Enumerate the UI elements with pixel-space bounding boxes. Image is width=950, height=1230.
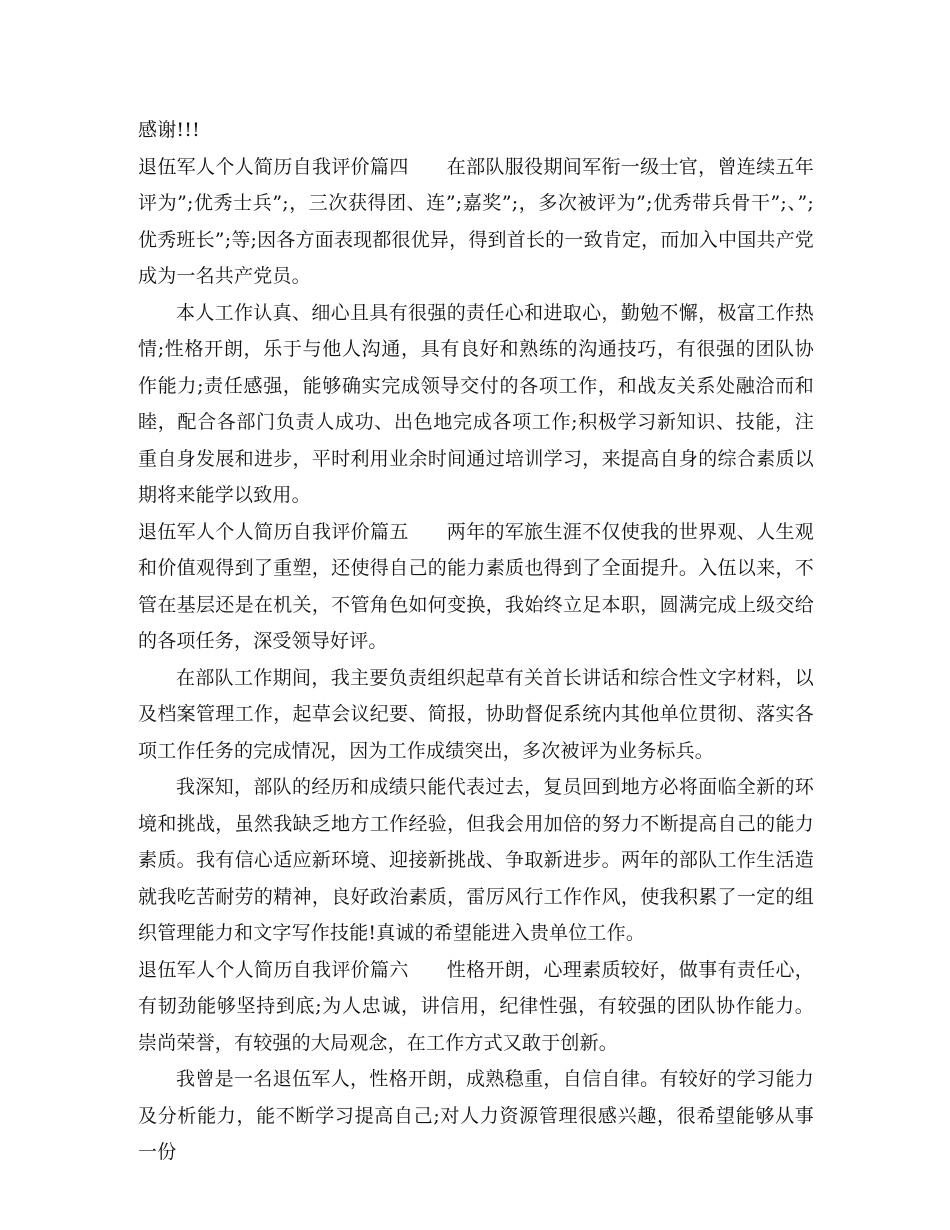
section-4-paragraph — [138, 149, 814, 295]
paragraph-text: 我曾是一名退伍军人，性格开朗，成熟稳重，自信自律。有较好的学习能力及分析能力，能不断学习提高自己;对人力资源管理很感兴趣，很希望能够从事一份 — [138, 1068, 814, 1163]
body-paragraph — [138, 295, 814, 514]
paragraph-text: 两年的军旅生涯不仅使我的世界观、人生观和价值观得到了重塑，还使得自己的能力素质也得到了全面提升。入伍以来，不管在基层还是在机关，不管角色如何变换，我始终立足本职，圆满完成上级交给的各项任务，深受领导好评。 — [138, 520, 814, 652]
paragraph-text: 感谢!!! — [138, 119, 200, 141]
section-heading: 退伍军人个人简历自我评价篇六 — [138, 958, 409, 981]
document-body — [138, 112, 814, 1171]
body-paragraph — [138, 769, 814, 952]
paragraph-text: 在部队工作期间，我主要负责组织起草有关首长讲话和综合性文字材料，以及档案管理工作，起草会议纪要、简报，协助督促系统内其他单位贯彻、落实各项工作任务的完成情况，因为工作成绩突出，多次被评为业务标兵。 — [138, 666, 814, 762]
section-heading: 退伍军人个人简历自我评价篇五 — [138, 520, 409, 543]
paragraph-text: 本人工作认真、细心且具有很强的责任心和进取心，勤勉不懈，极富工作热情;性格开朗，乐于与他人沟通，具有良好和熟练的沟通技巧，有很强的团队协作能力;责任感强，能够确实完成领导交付的各项工作，和战友关系处融洽而和睦，配合各部门负责人成功、出色地完成各项工作;积极学习新知识、技能，注重自身发展和进步，平时利用业余时间通过培训学习，来提高自身的综合素质以期将来能学以致用。 — [138, 301, 814, 506]
section-6-paragraph — [138, 952, 814, 1062]
section-heading: 退伍军人个人简历自我评价篇四 — [138, 155, 409, 178]
paragraph-text: 在部队服役期间军衔一级士官，曾连续五年评为”;优秀士兵”;，三次获得团、连”;嘉奖”;，多次被评为”;优秀带兵骨干”;、”;优秀班长”;等;因各方面表现都很优异，得到首长的一致肯定，而加入中国共产党成为一名共产党员。 — [138, 155, 814, 287]
paragraph-text: 性格开朗，心理素质较好，做事有责任心，有韧劲能够坚持到底;为人忠诚，讲信用，纪律性强，有较强的团队协作能力。崇尚荣誉，有较强的大局观念，在工作方式又敢于创新。 — [138, 958, 814, 1054]
section-5-paragraph — [138, 514, 814, 660]
closing-thanks-paragraph — [138, 112, 814, 149]
body-paragraph — [138, 1061, 814, 1171]
paragraph-text: 我深知，部队的经历和成绩只能代表过去，复员回到地方必将面临全新的环境和挑战，虽然我缺乏地方工作经验，但我会用加倍的努力不断提高自己的能力素质。我有信心适应新环境、迎接新挑战、争取新进步。两年的部队工作生活造就我吃苦耐劳的精神，良好政治素质，雷厉风行工作作风，使我积累了一定的组织管理能力和文字写作技能!真诚的希望能进入贵单位工作。 — [138, 776, 814, 944]
body-paragraph — [138, 660, 814, 770]
